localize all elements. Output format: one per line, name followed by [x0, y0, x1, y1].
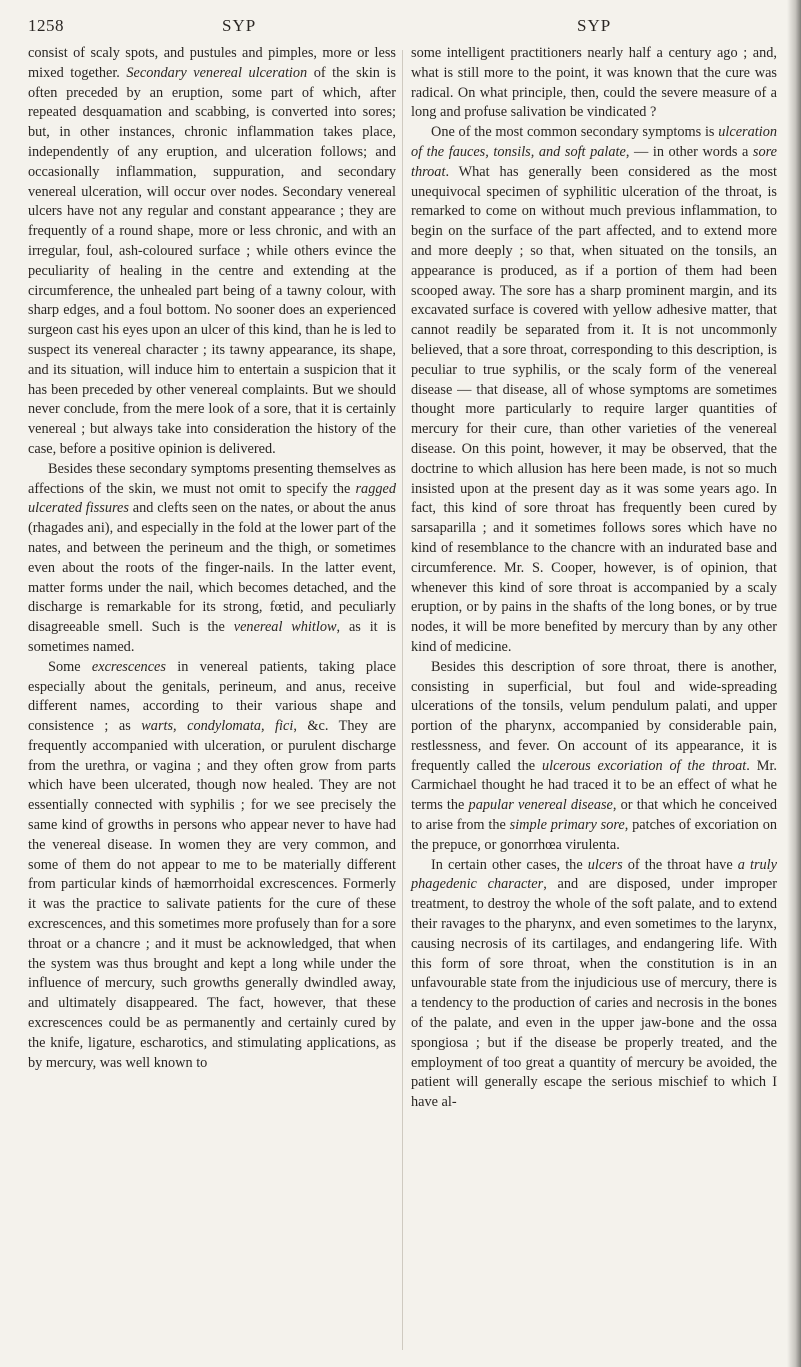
- page-header: [22, 16, 778, 44]
- column-divider: [402, 50, 403, 1350]
- left-column: [28, 44, 396, 1073]
- paragraph: consist of scaly spots, and pustules and pimples, more or less mixed together. Secondary venereal ulceration of the skin is often preceded by an eruption, some part of which, after repeated desquamation and scabbing, is converted into sores; but, in other instances, chronic inflammation takes place, independently of any eruption, and ulceration follows; and occasionally inflammation, suppuration, and secondary venereal ulceration, will occur over nodes. Secondary venereal ulcers have not any regular and constant appearance ; they are frequently of a round shape, more or less chronic, and with an irregular, foul, ash-coloured surface ; while others evince the peculiarity of healing in the centre and extending at the circumference, the unhealed part being of a tawny colour, with sharp edges, and a foul bottom. No sooner does an experienced surgeon cast his eyes upon an ulcer of this kind, than he is led to suspect its venereal character ; its tawny appearance, its shape, and its situation, will induce him to entertain a suspicion that it has been preceded by other venereal complaints. But we should never conclude, from the mere look of a sore, that it is certainly venereal ; but always take into consideration the history of the case, before a positive opinion is delivered.: [28, 45, 396, 457]
- right-column: [411, 44, 777, 1113]
- paragraph: Besides these secondary symptoms presenting themselves as affections of the skin, we must not omit to specify the ragged ulcerated fissures and clefts seen on the nates, or about the anus (rhagades ani), and especially in the fold at the lower part of the nates, and between the perineum and the thigh, or sometimes even about the roots of the finger-nails. In the latter event, matter forms under the nail, which becomes detached, and the discharge is remarkable for its strong, fœtid, and peculiarly disagreeable smell. Such is the venereal whitlow, as it is sometimes named.: [28, 460, 396, 655]
- paragraph: Some excrescences in venereal patients, taking place especially about the genitals, perineum, and anus, receive different names, according to their various shape and consistence ; as warts, condylomata, fici, &c. They are frequently accompanied with ulceration, or purulent discharge from the urethra, or vagina ; and they often grow from parts which have been ulcerated, though now healed. They are not essentially connected with syphilis ; for we see precisely the same kind of growths in persons who appear never to have had the venereal disease. In women they are very common, and some of them do not appear to me to be materially different from particular kinds of hæmorrhoidal excrescences. Formerly it was the practice to salivate patients for the cure of these excrescences, and this sometimes more profusely than for a sore throat or a chancre ; and it must be acknowledged, that when the system was thus brought and kept a long while under the influence of mercury, such growths generally dwindled away, and ultimately disappeared. The fact, however, that these excrescences could be as permanently and certainly cured by the knife, ligature, escharotics, and stimulating applications, as by mercury, was well known to: [28, 658, 397, 1071]
- running-head-right: SYP: [577, 16, 612, 35]
- page-edge-shadow: [787, 0, 801, 1367]
- page-number: 1258: [28, 16, 64, 35]
- paragraph: In certain other cases, the ulcers of the throat have a truly phagedenic character, and are disposed, under improper treatment, to destroy the whole of the soft palate, and to extend their ravages to the pharynx, and even sometimes to the larynx, causing necrosis of its cartilages, and endangering life. With this form of sore throat, when the constitution is in an unfavourable state from the injudicious use of mercury, there is a tendency to the production of caries and necrosis in the bones of the palate, and even in the upper jaw-bone and the ossa spongiosa ; but if the disease be properly treated, and the employment of too great a quantity of mercury be avoided, the patient will generally escape the serious mischief to which I have al-: [411, 856, 777, 1111]
- paragraph: some intelligent practitioners nearly half a century ago ; and, what is still more to the point, it was known that the cure was radical. On what principle, then, could the severe measure of a long and profuse salivation be vindicated ?: [411, 45, 777, 121]
- paragraph: Besides this description of sore throat, there is another, consisting in superficial, but foul and wide-spreading ulcerations of the tonsils, velum pendulum palati, and upper portion of the pharynx, accompanied by considerable pain, restlessness, and fever. On account of its appearance, it is frequently called the ulcerous excoriation of the throat. Mr. Carmichael thought he had traced it to be an effect of what he terms the papular venereal disease, or that which he conceived to arise from the simple primary sore, patches of excoriation on the prepuce, or gonorrhœa virulenta.: [411, 658, 777, 853]
- paragraph: One of the most common secondary symptoms is ulceration of the fauces, tonsils, and soft palate, — in other words a sore throat. What has generally been considered as the most unequivocal specimen of syphilitic ulceration of the throat, is remarked to come on without much previous inflammation, to begin on the surface of the part affected, and to extend more and more deeply ; so that, when situated on the tonsils, an appearance is produced, as if a portion of them had been scooped away. The sore has a sharp prominent margin, and its excavated surface is covered with yellow adhesive matter, that cannot readily be separated from it. It is not uncommonly believed, that a sore throat, corresponding to this description, is peculiar to true syphilis, or the scaly form of the venereal disease — that disease, all of whose symptoms are sometimes thought more particularly to require larger quantities of mercury for their cure, than other varieties of the venereal disease. On this point, however, it may be observed, that the doctrine to which allusion has here been made, is not so much insisted upon at the present day as it was some years ago. In fact, this kind of sore throat has frequently been cured by sarsaparilla ; and it sometimes follows sores which have no kind of resemblance to the chancre with an indurated base and circumference. Mr. S. Cooper, however, is of opinion, that whenever this kind of sore throat is accompanied by a scaly eruption, or by pains in the shafts of the long bones, or by true nodes, it will be more benefited by mercury than by any other kind of medicine.: [411, 124, 777, 655]
- running-head-left: SYP: [222, 16, 257, 35]
